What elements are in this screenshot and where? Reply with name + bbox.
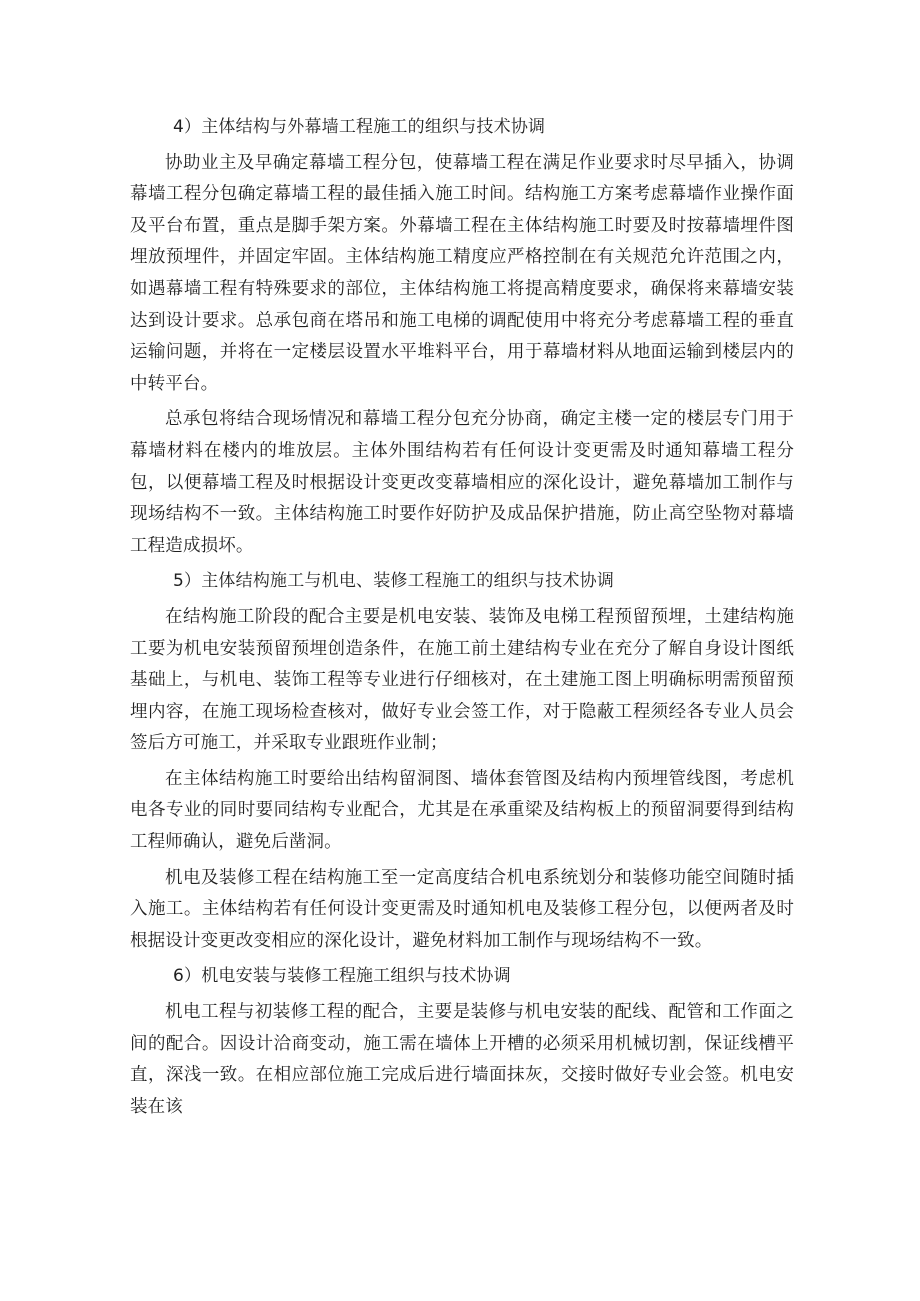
document-body: [130, 112, 794, 1123]
paragraph-decoration-1: 机电工程与初装修工程的配合，主要是装修与机电安装的配线、配管和工作面之间的配合。因设计洽商变动，施工需在墙体上开槽的必须采用机械切割，保证线槽平直，深浅一致。在相应部位施工完成后进行墙面抹灰，交接时做好专业会签。机电安装在该: [130, 1002, 794, 1117]
paragraph-mep-1: 在结构施工阶段的配合主要是机电安装、装饰及电梯工程预留预埋，土建结构施工要为机电安装预留预埋创造条件，在施工前土建结构专业在充分了解自身设计图纸基础上，与机电、装饰工程等专业进行仔细核对，在土建施工图上明确标明需预留预埋内容，在施工现场检查核对，做好专业会签工作，对于隐蔽工程须经各专业人员会签后方可施工，并采取专业跟班作业制；: [130, 606, 794, 754]
paragraph-mep-3: 机电及装修工程在结构施工至一定高度结合机电系统划分和装修功能空间随时插入施工。主体结构若有任何设计变更需及时通知机电及装修工程分包，以便两者及时根据设计变更改变相应的深化设计，避免材料加工制作与现场结构不一致。: [130, 867, 794, 951]
section-heading-4: 4）主体结构与外幕墙工程施工的组织与技术协调: [173, 117, 546, 137]
paragraph-curtain-wall-2: 总承包将结合现场情况和幕墙工程分包充分协商，确定主楼一定的楼层专门用于幕墙材料在楼内的堆放层。主体外围结构若有任何设计变更需及时通知幕墙工程分包，以便幕墙工程及时根据设计变更改变幕墙相应的深化设计，避免幕墙加工制作与现场结构不一致。主体结构施工时要作好防护及成品保护措施，防止高空坠物对幕墙工程造成损坏。: [130, 409, 794, 556]
section-heading-6: 6）机电安装与装修工程施工组织与技术协调: [173, 966, 511, 987]
paragraph-curtain-wall-1: 协助业主及早确定幕墙工程分包，使幕墙工程在满足作业要求时尽早插入，协调幕墙工程分包确定幕墙工程的最佳插入施工时间。结构施工方案考虑幕墙作业操作面及平台布置，重点是脚手架方案。外幕墙工程在主体结构施工时要及时按幕墙埋件图埋放预埋件，并固定牢固。主体结构施工精度应严格控制在有关规范允许范围之内，如遇幕墙工程有特殊要求的部位，主体结构施工将提高精度要求，确保将来幕墙安装达到设计要求。总承包商在塔吊和施工电梯的调配使用中将充分考虑幕墙工程的垂直运输问题，并将在一定楼层设置水平堆料平台，用于幕墙材料从地面运输到楼层内的中转平台。: [130, 152, 794, 394]
paragraph-mep-2: 在主体结构施工时要给出结构留洞图、墙体套管图及结构内预埋管线图，考虑机电各专业的同时要同结构专业配合，尤其是在承重梁及结构板上的预留洞要得到结构工程师确认，避免后凿洞。: [130, 768, 794, 853]
section-heading-5: 5）主体结构施工与机电、装修工程施工的组织与技术协调: [173, 571, 615, 592]
